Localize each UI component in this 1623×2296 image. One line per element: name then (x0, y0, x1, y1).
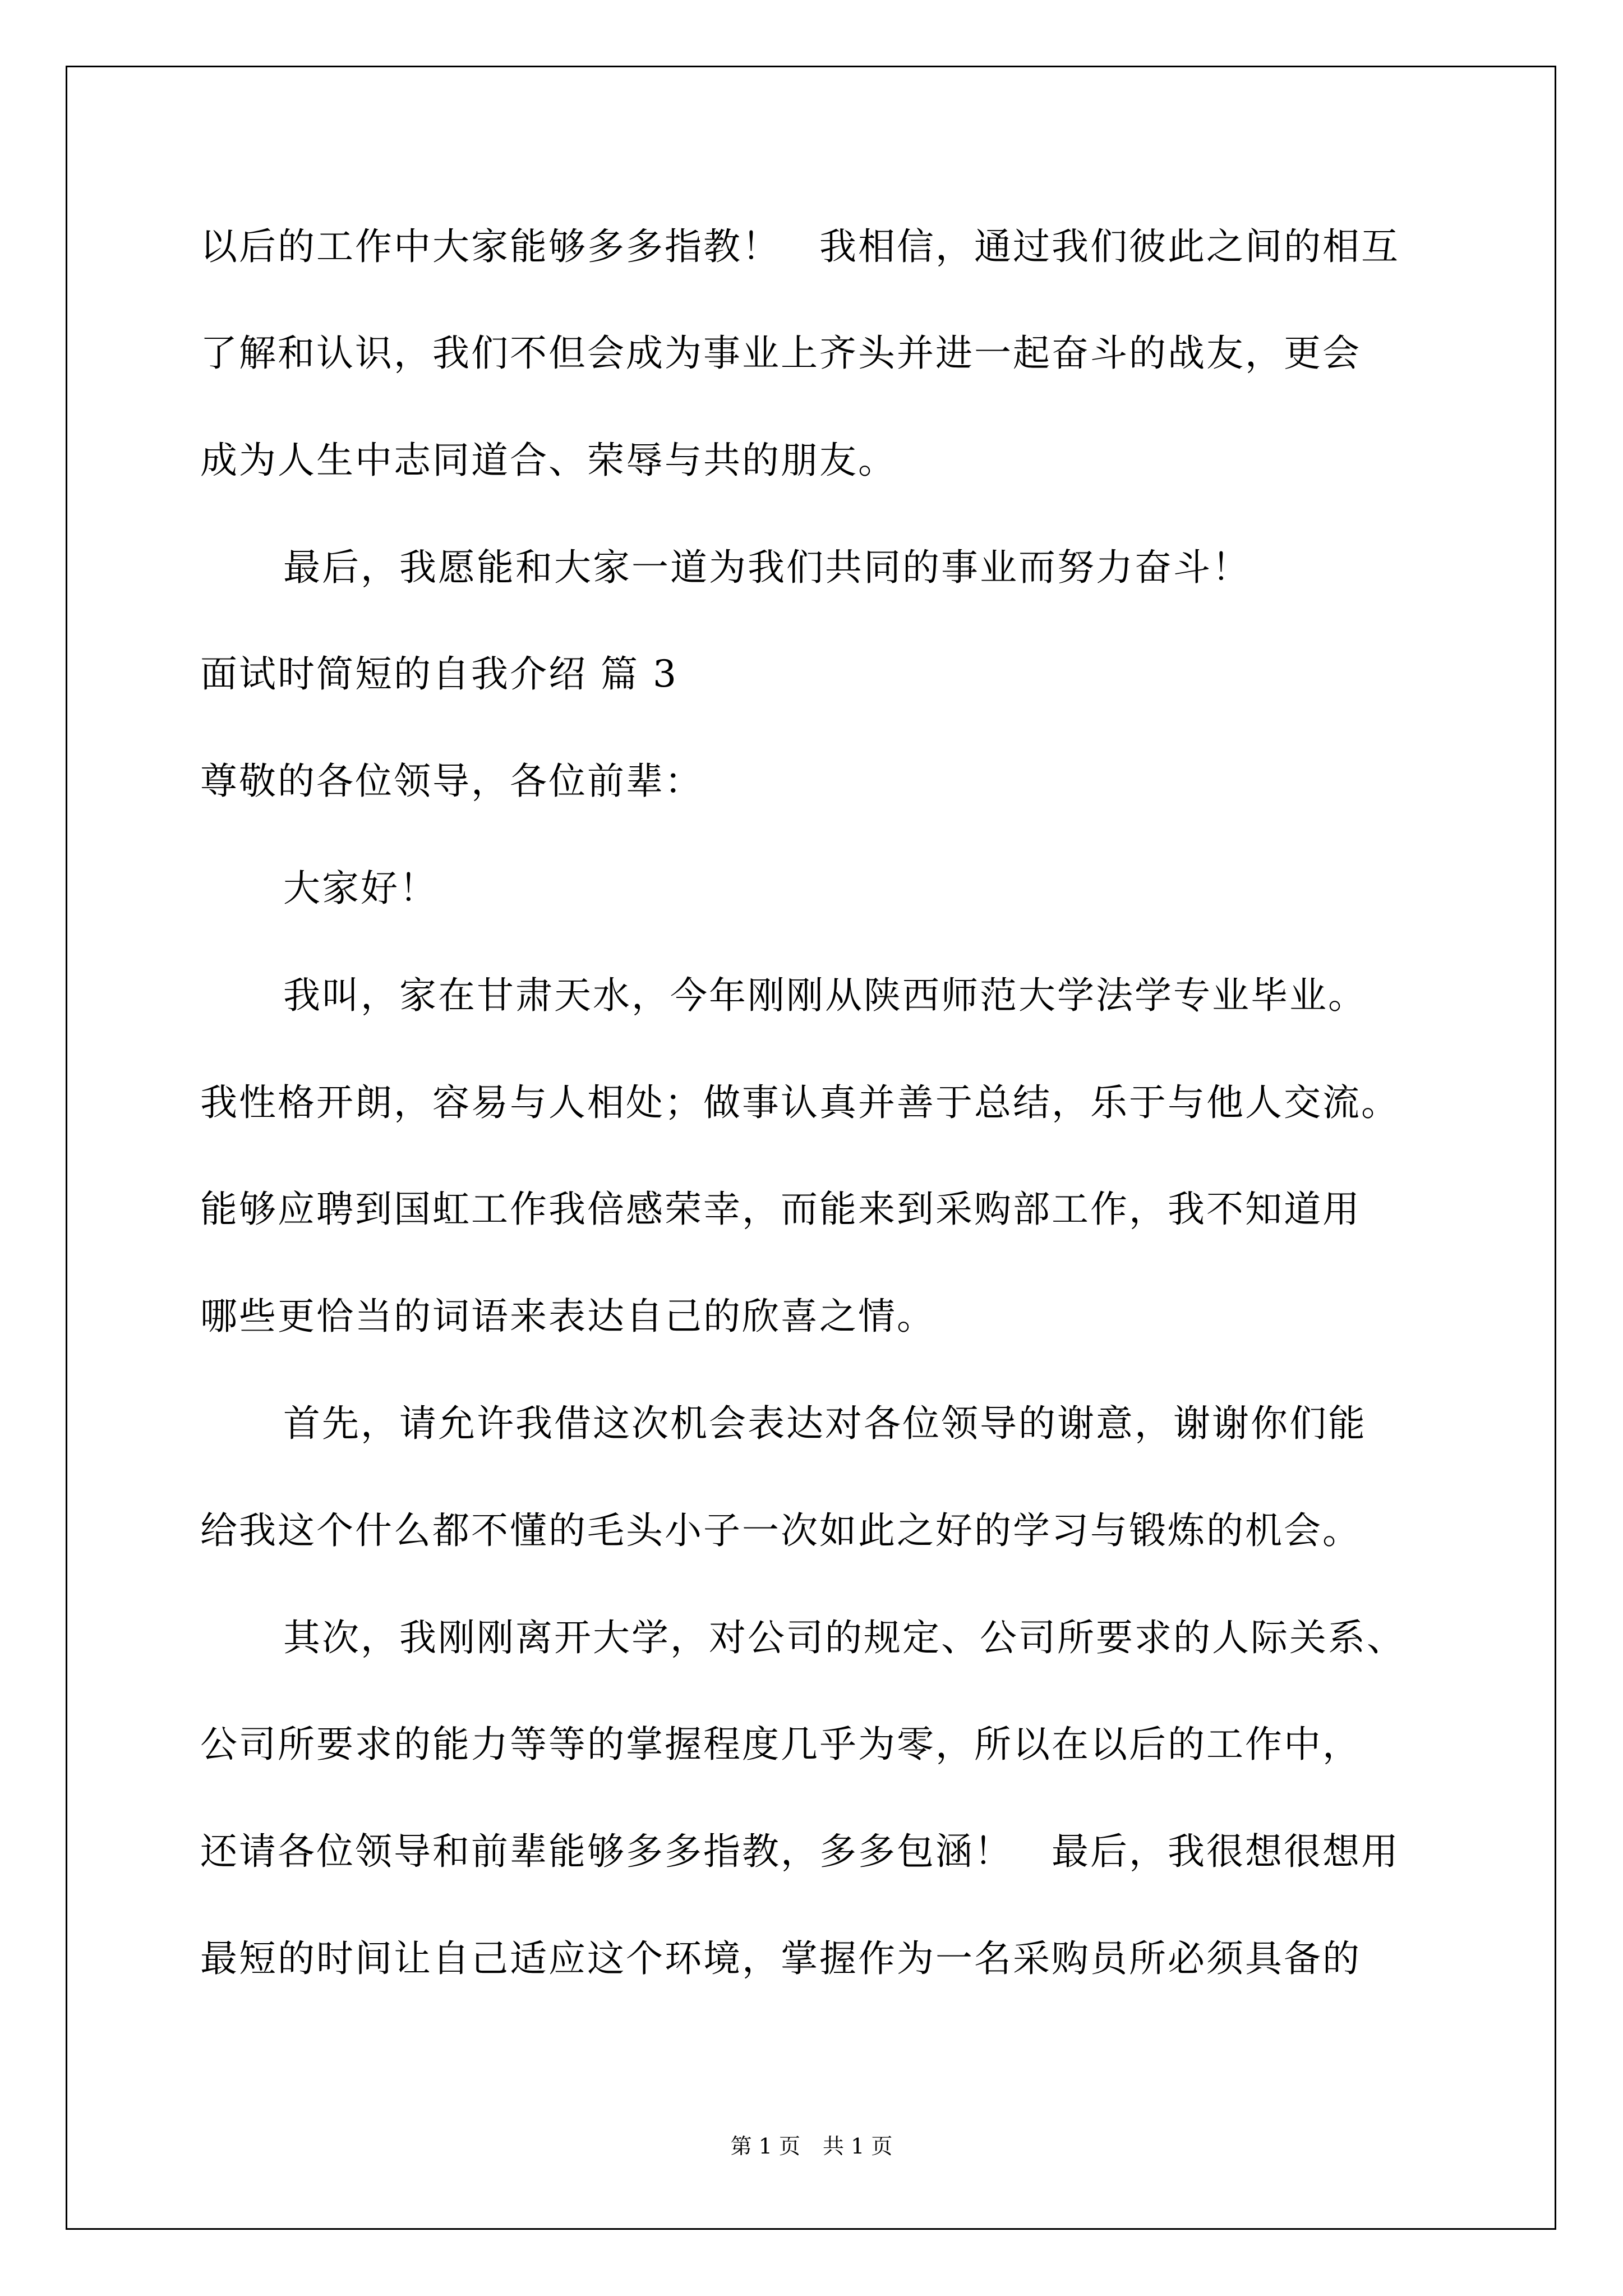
greeting: 大家好！ (283, 867, 438, 910)
page-total: 共 1 页 (823, 2134, 893, 2159)
paragraph-line: 成为人生中志同道合、荣辱与共的朋友。 (200, 439, 897, 482)
paragraph-line: 给我这个什么都不懂的毛头小子一次如此之好的学习与锻炼的机会。 (200, 1509, 1361, 1552)
paragraph-line: 还请各位领导和前辈能够多多指教，多多包涵！ 最后，我很想很想用 (200, 1830, 1400, 1873)
page-footer (0, 2133, 1623, 2159)
paragraph-line: 最短的时间让自己适应这个环境，掌握作为一名采购员所必须具备的 (200, 1937, 1361, 1980)
paragraph-line: 了解和认识，我们不但会成为事业上齐头并进一起奋斗的战友，更会 (200, 332, 1361, 375)
paragraph-line: 我叫，家在甘肃天水，今年刚刚从陕西师范大学法学专业毕业。 (283, 974, 1367, 1017)
paragraph-line: 其次，我刚刚离开大学，对公司的规定、公司所要求的人际关系、 (283, 1616, 1405, 1659)
paragraph-line: 哪些更恰当的词语来表达自己的欣喜之情。 (200, 1295, 935, 1338)
paragraph-line: 我性格开朗，容易与人相处；做事认真并善于总结，乐于与他人交流。 (200, 1081, 1400, 1124)
paragraph-line: 首先，请允许我借这次机会表达对各位领导的谢意，谢谢你们能 (283, 1402, 1367, 1445)
section-heading: 面试时简短的自我介绍 篇 3 (200, 652, 678, 696)
page-border (66, 66, 1556, 2230)
salutation: 尊敬的各位领导，各位前辈： (200, 760, 703, 803)
paragraph-line: 能够应聘到国虹工作我倍感荣幸，而能来到采购部工作，我不知道用 (200, 1188, 1361, 1231)
paragraph-line: 公司所要求的能力等等的掌握程度几乎为零，所以在以后的工作中， (200, 1723, 1361, 1766)
page-number: 第 1 页 (730, 2134, 800, 2159)
paragraph-line: 以后的工作中大家能够多多指教！ 我相信，通过我们彼此之间的相互 (200, 225, 1400, 268)
paragraph-line: 最后，我愿能和大家一道为我们共同的事业而努力奋斗！ (283, 546, 1251, 589)
